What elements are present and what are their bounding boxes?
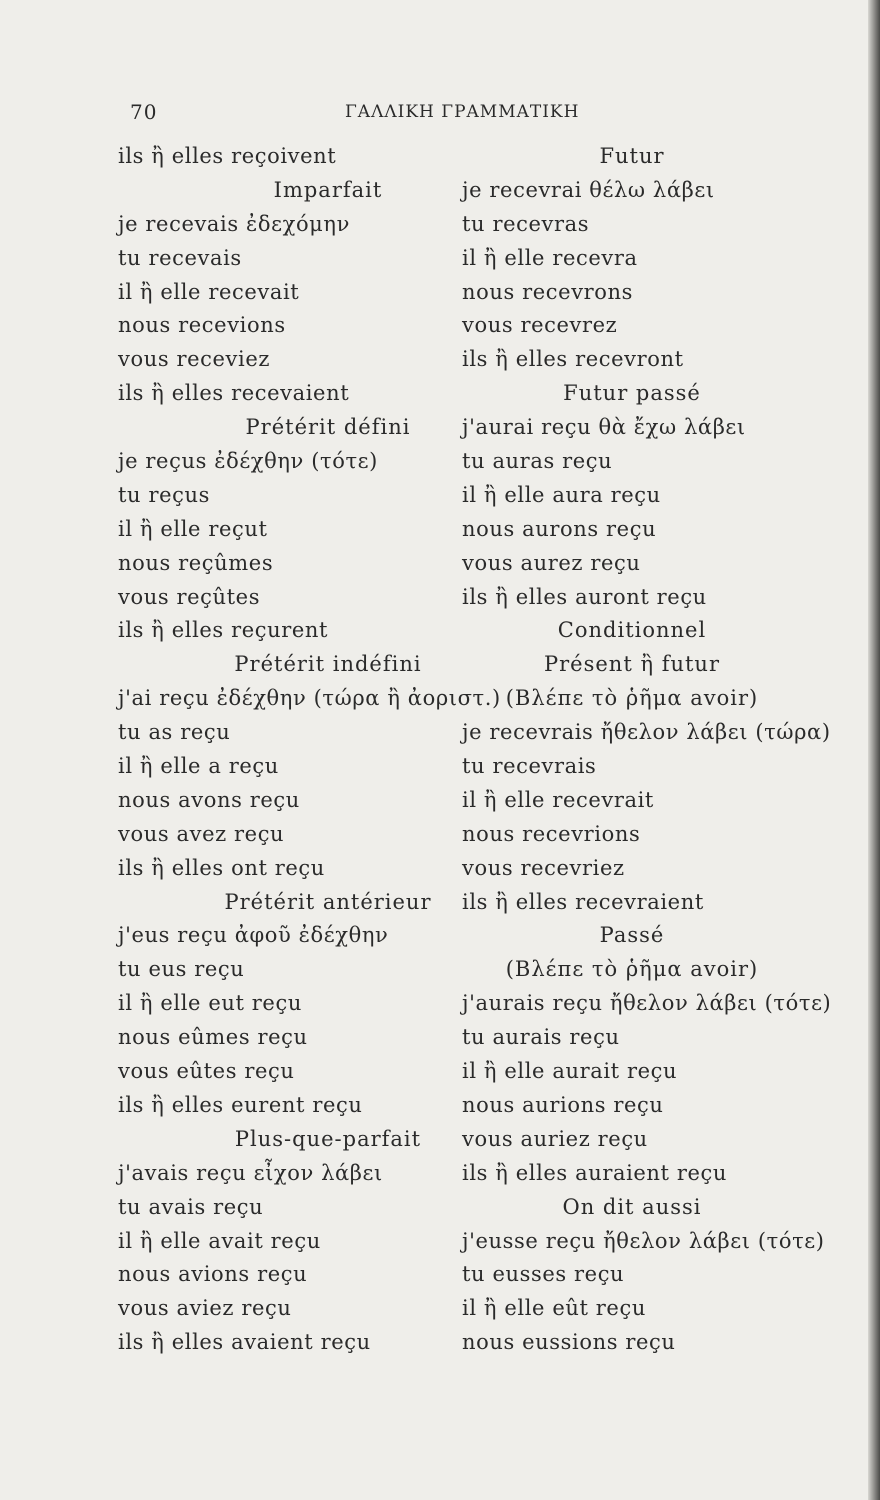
section-heading: Présent ἢ futur: [544, 652, 720, 677]
conjugation-line: nous aurions reçu: [462, 1092, 664, 1117]
running-title: ΓΑΛΛΙΚΗ ΓΡΑΜΜΑΤΙΚΗ: [345, 102, 580, 122]
section-heading: Prétérit défini: [245, 415, 411, 440]
conjugation-line: nous eussions reçu: [462, 1330, 676, 1355]
conjugation-line: il ἢ elle aurait reçu: [462, 1059, 678, 1084]
section-heading: Plus-que-parfait: [234, 1126, 422, 1151]
conjugation-line: nous recevrons: [462, 279, 634, 304]
conjugation-line: tu aurais reçu: [462, 1025, 620, 1050]
conjugation-line: vous reçûtes: [118, 584, 261, 609]
conjugation-line: nous eûmes reçu: [118, 1025, 308, 1050]
conjugation-line: il ἢ elle recevait: [118, 279, 300, 304]
conjugation-line: je reçus ἐδέχθην (τότε): [118, 449, 378, 474]
section-heading: (Βλέπε τὸ ῥῆμα avoir): [505, 686, 759, 711]
section-heading: Prétérit indéfini: [234, 652, 422, 677]
conjugation-line: ils ἢ elles reçurent: [118, 618, 329, 643]
section-heading: Passé: [599, 923, 665, 948]
conjugation-line: je recevrai θέλω λάβει: [462, 177, 715, 202]
conjugation-line: tu eusses reçu: [462, 1262, 625, 1287]
section-heading: Imparfait: [273, 177, 383, 202]
conjugation-line: il ἢ elle eût reçu: [462, 1296, 646, 1321]
conjugation-line: il ἢ elle reçut: [118, 516, 268, 541]
left-column: [118, 140, 501, 1360]
section-heading: On dit aussi: [562, 1194, 702, 1219]
conjugation-line: tu as reçu: [118, 720, 231, 745]
conjugation-line: j'eusse reçu ἤθελον λάβει (τότε): [462, 1228, 825, 1253]
conjugation-line: ils ἢ elles recevront: [462, 347, 684, 372]
conjugation-line: nous recevions: [118, 313, 286, 338]
section-heading: Futur: [599, 144, 665, 168]
conjugation-line: j'eus reçu ἀφοῦ ἐδέχθην: [118, 923, 389, 948]
conjugation-line: vous recevrez: [462, 313, 618, 338]
conjugation-line: vous aurez reçu: [462, 550, 641, 575]
conjugation-line: tu recevras: [462, 211, 590, 236]
conjugation-line: ils ἢ elles avaient reçu: [118, 1330, 371, 1355]
conjugation-line: j'avais reçu εἶχον λάβει: [118, 1160, 383, 1185]
conjugation-line: ils ἢ elles auront reçu: [462, 584, 707, 609]
conjugation-line: tu recevrais: [462, 754, 597, 779]
conjugation-line: vous receviez: [118, 347, 271, 372]
conjugation-line: j'aurai reçu θὰ ἔχω λάβει: [462, 415, 746, 440]
conjugation-line: j'aurais reçu ἤθελον λάβει (τότε): [462, 991, 832, 1016]
conjugation-line: nous avons reçu: [118, 787, 300, 812]
conjugation-line: tu reçus: [118, 482, 210, 507]
conjugation-line: ils ἢ elles reçoivent: [118, 144, 337, 168]
conjugation-line: ils ἢ elles ont reçu: [118, 855, 325, 880]
conjugation-line: il ἢ elle recevrait: [462, 787, 654, 812]
right-column: [462, 140, 832, 1360]
conjugation-line: nous avions reçu: [118, 1262, 308, 1287]
conjugation-line: tu recevais: [118, 245, 242, 270]
conjugation-line: vous auriez reçu: [462, 1126, 648, 1151]
conjugation-line: tu auras reçu: [462, 449, 613, 474]
conjugation-line: il ἢ elle a reçu: [118, 754, 279, 779]
conjugation-line: tu avais reçu: [118, 1194, 264, 1219]
conjugation-line: tu eus reçu: [118, 957, 245, 982]
conjugation-line: vous aviez reçu: [118, 1296, 292, 1321]
conjugation-line: je recevais ἐδεχόμην: [118, 211, 350, 236]
conjugation-line: ils ἢ elles recevaient: [118, 381, 350, 406]
conjugation-line: je recevrais ἤθελον λάβει (τώρα): [462, 720, 831, 745]
conjugation-line: j'ai reçu ἐδέχθην (τώρα ἢ ἀοριστ.): [118, 686, 501, 711]
conjugation-line: nous reçûmes: [118, 550, 274, 575]
conjugation-line: il ἢ elle aura reçu: [462, 482, 661, 507]
conjugation-line: ils ἢ elles auraient reçu: [462, 1160, 728, 1185]
conjugation-line: nous aurons reçu: [462, 516, 657, 541]
conjugation-line: nous recevrions: [462, 821, 641, 846]
page-edge-shadow: [868, 0, 880, 1500]
section-heading: (Βλέπε τὸ ῥῆμα avoir): [505, 957, 759, 982]
conjugation-line: ils ἢ elles eurent reçu: [118, 1092, 363, 1117]
conjugation-line: vous avez reçu: [118, 821, 285, 846]
section-heading: Conditionnel: [557, 618, 707, 643]
page-number: 70: [130, 100, 158, 124]
conjugation-line: ils ἢ elles recevraient: [462, 889, 704, 914]
section-heading: Futur passé: [563, 381, 701, 406]
page-header: [0, 100, 880, 130]
conjugation-line: il ἢ elle recevra: [462, 245, 638, 270]
conjugation-line: il ἢ elle eut reçu: [118, 991, 302, 1016]
conjugation-line: il ἢ elle avait reçu: [118, 1228, 321, 1253]
section-heading: Prétérit antérieur: [224, 889, 432, 914]
conjugation-line: vous recevriez: [462, 855, 625, 880]
conjugation-line: vous eûtes reçu: [118, 1059, 295, 1084]
